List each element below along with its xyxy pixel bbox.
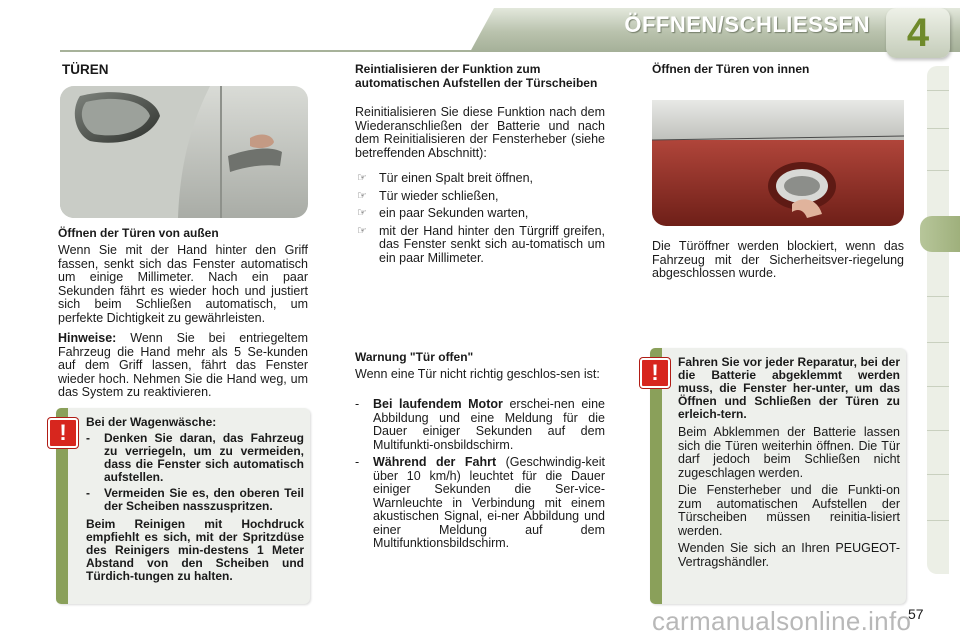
tab-divider <box>927 128 949 129</box>
dash: - <box>86 486 90 500</box>
warning-title: Bei der Wagenwäsche: <box>86 415 217 429</box>
door-open-item-text: (Geschwindig-keit über 10 km/h) leuchtet für die Dauer einiger Sekunden die Ser-vice-Warnleuchte in Verbindung mit einem akustischen Signal, ei-ner Abbildung und einer Meldung auf dem Multifunktionsbildschirm. <box>373 455 605 550</box>
warning-item <box>86 487 304 513</box>
page-number: 57 <box>908 606 924 622</box>
reinit-heading: Reintialisieren der Funktion zum automatischen Aufstellen der Türscheiben <box>355 62 598 90</box>
step-text: ein paar Sekunden warten, <box>379 206 529 220</box>
page-title: ÖFFNEN/SCHLIESSEN <box>624 12 870 37</box>
note-paragraph <box>58 332 308 400</box>
warning-icon: ! <box>640 358 670 388</box>
pointing-hand-icon: ☞ <box>357 224 367 237</box>
door-open-item <box>355 398 605 452</box>
pointing-hand-icon: ☞ <box>357 189 367 202</box>
reinit-step <box>355 225 605 266</box>
tab-divider <box>927 386 949 387</box>
tab-divider <box>927 474 949 475</box>
watermark: carmanualsonline.info <box>652 606 912 636</box>
door-open-item-label: Während der Fahrt <box>373 455 497 469</box>
warning-icon: ! <box>48 418 78 448</box>
note-label: Hinweise: <box>58 331 117 345</box>
pointing-hand-icon: ☞ <box>357 172 367 184</box>
outside-heading: Öffnen der Türen von außen <box>58 226 219 240</box>
repair-warning-content <box>678 356 900 569</box>
inside-heading: Öffnen der Türen von innen <box>652 62 810 76</box>
section-title: TÜREN <box>62 62 109 77</box>
outside-text: Wenn Sie mit der Hand hinter den Griff fassen, senkt sich das Fenster automatisch um einige Millimeter. Nach ein paar Sekunden fährt es wieder hoch und justiert sich beim Schließen automatisch, um perfekte Dichtigkeit zu gewährleisten. <box>58 243 308 325</box>
door-open-item-label: Bei laufendem Motor <box>373 397 503 411</box>
inside-text: Die Türöffner werden blockiert, wenn das Fahrzeug mit der Sicherheitsver-riegelung abgeschlossen wurde. <box>652 239 904 280</box>
chapter-tab-strip <box>927 66 949 574</box>
step-text: mit der Hand hinter den Türgriff greifen, das Fenster senkt sich au-tomatisch um ein paar Millimeter. <box>379 223 605 265</box>
warning-footer: Beim Reinigen mit Hochdruck empfiehlt es sich, mit der Spritzdüse des Reinigers min-destens 1 Meter Abstand von den Scheiben und Türdich-tungen zu halten. <box>86 517 304 583</box>
tab-divider <box>927 342 949 343</box>
reinit-step <box>355 207 605 221</box>
step-text: Tür wieder schließen, <box>379 188 499 203</box>
repair-warning-title: Fahren Sie vor jeder Reparatur, bei der die Batterie abgeklemmt werden muss, die Fenster her-unter, um das Öffnen und Schließen der Türen zu erleich-tern. <box>678 355 900 421</box>
reinit-step <box>355 190 605 204</box>
repair-warning-paragraph: Wenden Sie sich an Ihren PEUGEOT-Vertragshändler. <box>678 541 900 569</box>
door-open-item-body <box>373 398 605 452</box>
repair-warning-paragraph: Die Fensterheber und die Funkti-on zum automatischen Aufstellen der Türscheiben müssen reinitia-lisiert werden. <box>678 483 900 538</box>
outside-door-handle-photo <box>60 86 308 218</box>
tab-divider <box>927 430 949 431</box>
door-open-item <box>355 456 605 551</box>
chapter-number: 4 <box>906 11 930 55</box>
reinit-steps <box>355 172 605 269</box>
repair-warning-paragraph: Beim Abklemmen der Batterie lassen sich die Türen weiterhin öffnen. Die Tür darf jedoch beim Schließen nicht zugeschlagen werden. <box>678 425 900 480</box>
step-text: Tür einen Spalt breit öffnen, <box>379 171 534 185</box>
note-text: Wenn Sie bei entriegeltem Fahrzeug die Hand mehr als 5 Se-kunden auf dem Griff lassen, fährt das Fenster wieder hoch. Nehmen Sie die Hand weg, um das System zu reaktivieren. <box>58 331 308 399</box>
pointing-hand-icon: ☞ <box>357 207 367 219</box>
door-open-heading: Warnung "Tür offen" <box>355 350 474 364</box>
chapter-badge <box>886 8 950 58</box>
dash: - <box>355 455 360 469</box>
warning-item <box>86 432 304 484</box>
tab-divider <box>927 520 949 521</box>
door-open-item-body <box>373 456 605 551</box>
warning-item-text: Denken Sie daran, das Fahrzeug zu verriegeln, um zu vermeiden, dass die Fenster sich automatisch aufstellen. <box>104 431 304 484</box>
reinit-step <box>355 172 605 186</box>
reinit-text: Reinitialisieren Sie diese Funktion nach dem Wiederanschließen der Batterie und nach dem Reinitialisieren der Fensterheber (siehe betreffenden Abschnitt): <box>355 105 605 160</box>
door-open-items <box>355 398 605 551</box>
tab-divider <box>927 170 949 171</box>
car-wash-warning-content <box>86 416 304 583</box>
tab-divider <box>927 90 949 91</box>
tab-divider <box>927 296 949 297</box>
dash: - <box>86 431 90 445</box>
dash: - <box>355 397 360 411</box>
warning-item-text: Vermeiden Sie es, den oberen Teil der Scheiben nasszuspritzen. <box>104 486 304 513</box>
chapter-tab-active <box>920 216 960 252</box>
door-open-text: Wenn eine Tür nicht richtig geschlos-sen ist: <box>355 367 600 381</box>
inside-door-handle-photo <box>652 86 904 226</box>
door-open-item-text: erschei-nen eine Abbildung und eine Meldung für die Dauer einiger Sekunden auf dem Multifunkti-onsbildschirm. <box>373 397 605 452</box>
